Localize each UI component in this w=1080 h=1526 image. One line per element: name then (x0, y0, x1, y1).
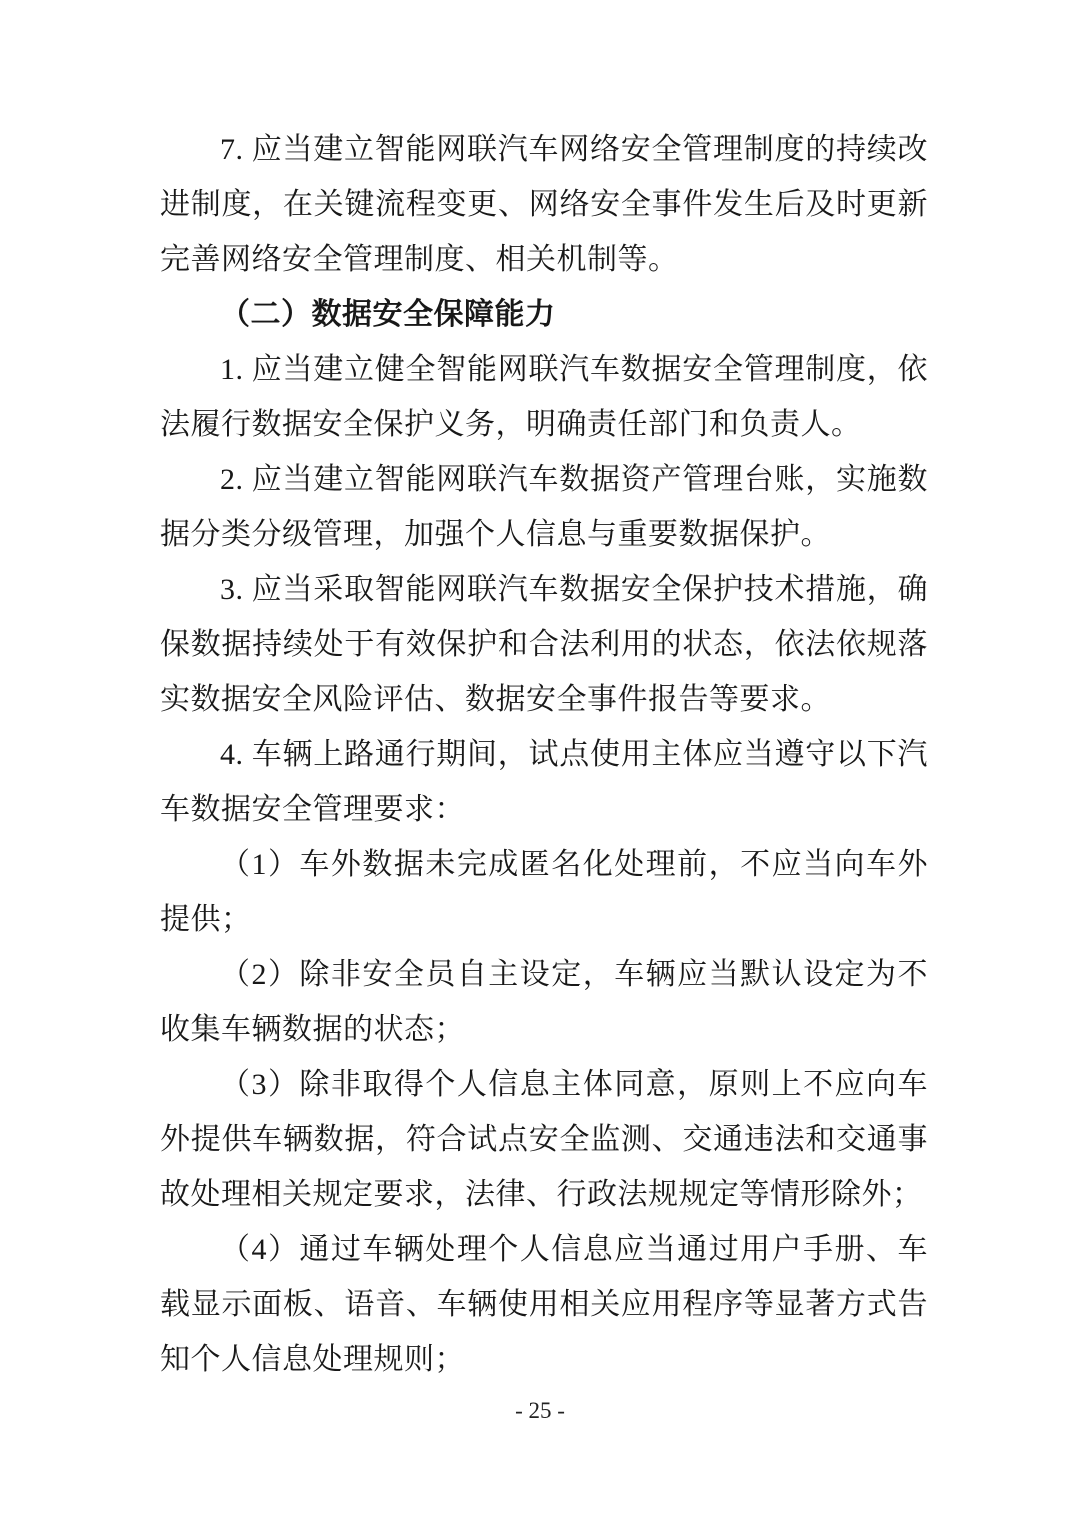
document-content (160, 122, 928, 1387)
paragraph: （2）除非安全员自主设定，车辆应当默认设定为不收集车辆数据的状态； (160, 958, 928, 1046)
paragraph: 7. 应当建立智能网联汽车网络安全管理制度的持续改进制度，在关键流程变更、网络安全事件发生后及时更新完善网络安全管理制度、相关机制等。 (160, 133, 928, 276)
paragraph: 4. 车辆上路通行期间，试点使用主体应当遵守以下汽车数据安全管理要求： (160, 738, 928, 826)
paragraph: （3）除非取得个人信息主体同意，原则上不应向车外提供车辆数据，符合试点安全监测、交通违法和交通事故处理相关规定要求，法律、行政法规规定等情形除外； (160, 1068, 928, 1211)
paragraph: （1）车外数据未完成匿名化处理前，不应当向车外提供； (160, 848, 928, 936)
paragraph: 1. 应当建立健全智能网联汽车数据安全管理制度，依法履行数据安全保护义务，明确责任部门和负责人。 (160, 353, 928, 441)
paragraph: 3. 应当采取智能网联汽车数据安全保护技术措施，确保数据持续处于有效保护和合法利用的状态，依法依规落实数据安全风险评估、数据安全事件报告等要求。 (160, 573, 928, 716)
paragraph: （4）通过车辆处理个人信息应当通过用户手册、车载显示面板、语音、车辆使用相关应用程序等显著方式告知个人信息处理规则； (160, 1233, 928, 1376)
paragraph: 2. 应当建立智能网联汽车数据资产管理台账，实施数据分类分级管理，加强个人信息与重要数据保护。 (160, 463, 928, 551)
section-heading: （二）数据安全保障能力 (220, 298, 556, 331)
page-number: - 25 - (515, 1398, 565, 1423)
